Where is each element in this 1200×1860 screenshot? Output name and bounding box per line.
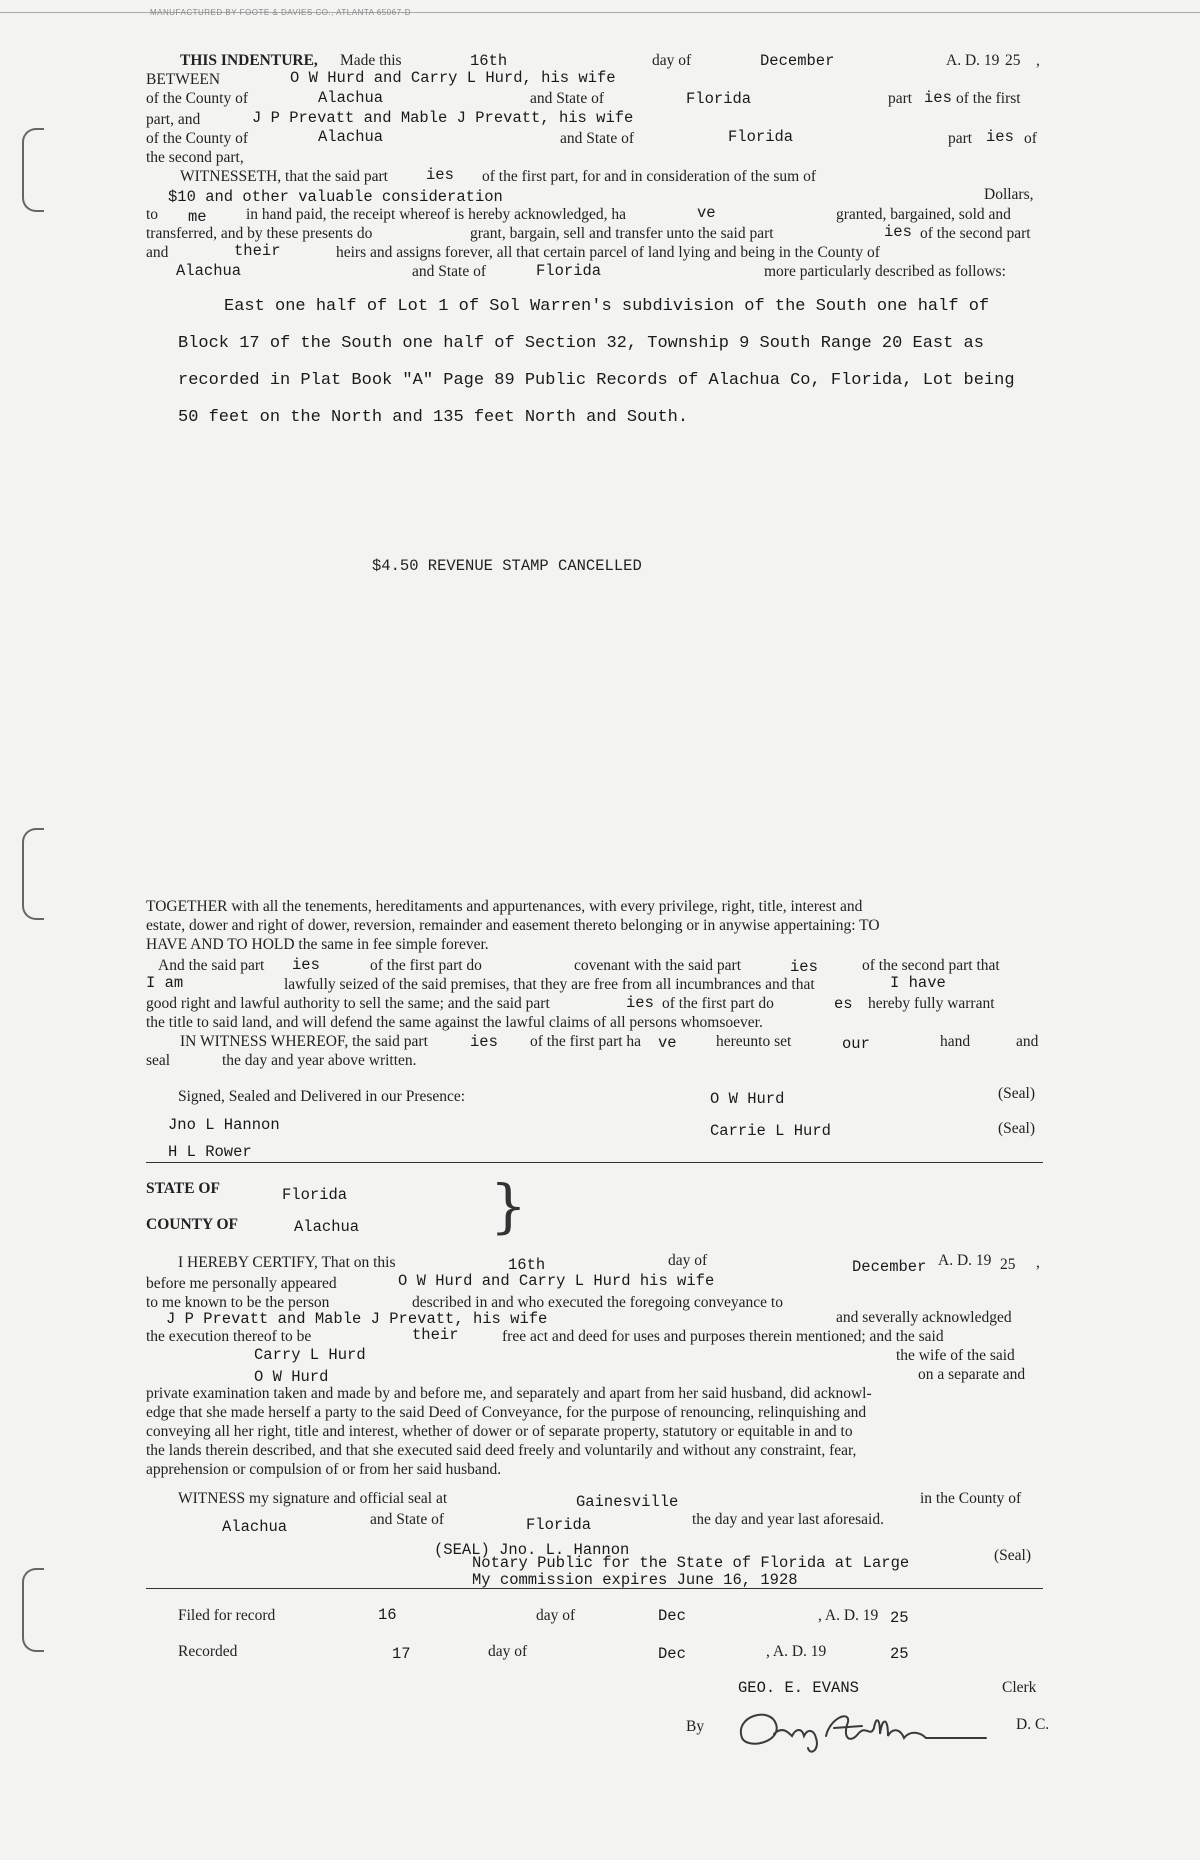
deed-text: the second part, (146, 149, 244, 166)
covenant-text: of the first part do (662, 995, 774, 1012)
grantor-names: O W Hurd and Carry L Hurd, his wife (290, 69, 616, 87)
ack-text: edge that she made herself a party to the said Deed of Conveyance, for the purpose of renouncing, relinquishing and (146, 1404, 867, 1421)
ack-text: and severally acknowledged (836, 1309, 1012, 1326)
ack-text: described in and who executed the foregoing conveyance to (412, 1294, 783, 1311)
together-text: estate, dower and right of dower, reversion, remainder and easement thereto belonging or in anywise appertaining: TO (146, 917, 880, 934)
section-divider (146, 1162, 1043, 1163)
covenant-text: covenant with the said part (574, 957, 742, 974)
indenture-heading: THIS INDENTURE, (180, 52, 318, 69)
county-label: COUNTY OF (146, 1216, 238, 1233)
witness-fill: our (842, 1035, 870, 1053)
deed-text: of the first (956, 90, 1021, 107)
notary-commission: My commission expires June 16, 1928 (472, 1571, 798, 1589)
deed-fill: ve (697, 204, 716, 222)
covenant-text: lawfully seized of the said premises, that they are free from all incumbrances and that (284, 976, 815, 993)
covenant-fill: ies (292, 956, 320, 974)
filed-dayof: day of (536, 1607, 576, 1624)
recorded-ad: , A. D. 19 (766, 1643, 827, 1660)
covenant-text: of the second part that (862, 957, 1000, 974)
state-label: STATE OF (146, 1180, 220, 1197)
seal-label: (Seal) (998, 1120, 1036, 1137)
notary-city: Gainesville (576, 1493, 679, 1511)
deed-text: of the County of (146, 90, 249, 107)
grantor-state: Florida (686, 90, 752, 108)
binder-clip-mark (22, 828, 44, 920)
deed-text: more particularly described as follows: (764, 263, 1006, 280)
binder-clip-mark (22, 128, 44, 212)
notary-signature: (SEAL) Jno. L. Hannon (434, 1541, 630, 1559)
grantor-signature: Carrie L Hurd (710, 1122, 831, 1140)
notary-seal-label: (Seal) (994, 1547, 1032, 1564)
recorded-dayof: day of (488, 1643, 528, 1660)
legal-description-line: Block 17 of the South one half of Section 32, Township 9 South Range 20 East as (178, 334, 984, 353)
grantor-county: Alachua (318, 89, 384, 107)
consideration-sum: $10 and other valuable consideration (168, 188, 503, 206)
recorded-month: Dec (658, 1645, 686, 1663)
deed-text: of (1024, 130, 1037, 147)
ack-day: 16th (508, 1256, 546, 1274)
grantor-signature: O W Hurd (710, 1090, 785, 1108)
property-state: Florida (536, 262, 602, 280)
clerk-name: GEO. E. EVANS (738, 1679, 859, 1697)
notary-county: Alachua (222, 1518, 288, 1536)
deed-text: BETWEEN (146, 71, 221, 88)
dc-label: D. C. (1016, 1716, 1050, 1733)
filed-day: 16 (378, 1606, 397, 1624)
ack-grantees: J P Prevatt and Mable J Prevatt, his wife (166, 1310, 548, 1328)
legal-description-line: recorded in Plat Book "A" Page 89 Public Records of Alachua Co, Florida, Lot being (178, 371, 1015, 390)
deed-text: granted, bargained, sold and (836, 206, 1011, 223)
deed-text: heirs and assigns forever, all that certain parcel of land lying and being in the County of (336, 244, 880, 261)
covenant-fill: I am (146, 974, 184, 992)
witness-text: IN WITNESS WHEREOF, the said part (180, 1033, 428, 1050)
witness-text: hand (940, 1033, 971, 1050)
deed-text: and State of (412, 263, 487, 280)
deed-text: part (888, 90, 913, 107)
by-label: By (686, 1718, 705, 1735)
covenant-text: of the first part do (370, 957, 482, 974)
property-county: Alachua (176, 262, 242, 280)
deed-text: and State of (560, 130, 635, 147)
ack-text: apprehension or compulsion of or from her said husband. (146, 1461, 502, 1478)
notary-witness-text: the day and year last aforesaid. (692, 1511, 884, 1528)
deed-text: in hand paid, the receipt whereof is hereby acknowledged, ha (246, 206, 627, 223)
deed-text: Made this (340, 52, 402, 69)
filed-year: 25 (890, 1609, 909, 1627)
together-text: HAVE AND TO HOLD the same in fee simple forever. (146, 936, 489, 953)
witness-fill: ve (658, 1034, 677, 1052)
filed-label: Filed for record (178, 1607, 276, 1624)
ack-husband: O W Hurd (254, 1368, 329, 1386)
ack-year: 25 (1000, 1256, 1016, 1273)
witness-signature: H L Rower (168, 1143, 252, 1161)
deed-text: of the second part (920, 225, 1031, 242)
filed-ad: , A. D. 19 (818, 1607, 879, 1624)
deed-text: part (948, 130, 973, 147)
revenue-stamp-note: $4.50 REVENUE STAMP CANCELLED (372, 557, 642, 575)
presence-label: Signed, Sealed and Delivered in our Presence: (178, 1088, 466, 1105)
covenant-fill: ies (790, 958, 818, 976)
notary-witness-text: and State of (370, 1511, 445, 1528)
witness-text: seal (146, 1052, 171, 1069)
covenant-fill: I have (890, 974, 946, 992)
deed-fill: me (188, 208, 207, 226)
ack-text: , (1036, 1254, 1040, 1271)
notary-witness-text: WITNESS my signature and official seal at (178, 1490, 448, 1507)
deed-text: , (1036, 52, 1040, 69)
deed-text: transferred, and by these presents do (146, 225, 373, 242)
deed-text: of the first part, for and in consideration of the sum of (482, 168, 817, 185)
ack-text: the wife of the said (896, 1347, 1015, 1364)
filed-month: Dec (658, 1607, 686, 1625)
legal-description-line: East one half of Lot 1 of Sol Warren's subdivision of the South one half of (224, 297, 990, 316)
manufacturer-imprint: MANUFACTURED BY FOOTE & DAVIES CO., ATLANTA 65067-D (150, 8, 411, 17)
binder-clip-mark (22, 1568, 44, 1652)
deed-text: WITNESSETH, that the said part (180, 168, 388, 185)
recorded-label: Recorded (178, 1643, 238, 1660)
deed-year: 25 (1005, 52, 1021, 69)
ack-wife: Carry L Hurd (254, 1346, 366, 1364)
deed-fill: ies (426, 166, 454, 184)
recorded-day: 17 (392, 1645, 411, 1663)
grantee-names: J P Prevatt and Mable J Prevatt, his wife (252, 109, 634, 127)
deed-text: to (146, 206, 159, 223)
deed-fill: their (234, 242, 281, 260)
covenant-fill: ies (626, 994, 654, 1012)
section-divider (146, 1588, 1043, 1589)
ack-text: to me known to be the person (146, 1294, 330, 1311)
deed-fill: ies (924, 89, 952, 107)
witness-fill: ies (470, 1033, 498, 1051)
ack-fill: their (412, 1326, 459, 1344)
ack-text: private examination taken and made by and before me, and separately and apart from her said husband, did acknowl- (146, 1385, 872, 1402)
together-text: TOGETHER with all the tenements, hereditaments and appurtenances, with every privilege, right, title, interest and (146, 898, 863, 915)
grantee-county: Alachua (318, 128, 384, 146)
ack-text: free act and deed for uses and purposes therein mentioned; and the said (502, 1328, 944, 1345)
deputy-clerk-signature (730, 1698, 1000, 1758)
deed-text: and State of (530, 90, 605, 107)
ack-text: before me personally appeared (146, 1275, 337, 1292)
ack-state: Florida (282, 1186, 348, 1204)
witness-text: and (1016, 1033, 1039, 1050)
ack-text: I HEREBY CERTIFY, That on this (178, 1254, 396, 1271)
grantee-state: Florida (728, 128, 794, 146)
covenant-text: good right and lawful authority to sell the same; and the said part (146, 995, 550, 1012)
witness-text: hereunto set (716, 1033, 792, 1050)
witness-text: of the first part ha (530, 1033, 642, 1050)
legal-description-line: 50 feet on the North and 135 feet North and South. (178, 408, 689, 427)
deed-day: 16th (470, 52, 508, 70)
covenant-text: the title to said land, and will defend the same against the lawful claims of all persons whomsoever. (146, 1014, 763, 1031)
deed-fill: ies (884, 223, 912, 241)
ack-county: Alachua (294, 1218, 360, 1236)
ack-text: the execution thereof to be (146, 1328, 312, 1345)
ack-text: day of (668, 1252, 708, 1269)
recorded-year: 25 (890, 1645, 909, 1663)
deed-text: grant, bargain, sell and transfer unto the said part (470, 225, 774, 242)
notary-title: Notary Public for the State of Florida at Large (472, 1554, 910, 1572)
clerk-label: Clerk (1002, 1679, 1037, 1696)
witness-signature: Jno L Hannon (168, 1116, 280, 1134)
deed-text: A. D. 19 (946, 52, 1000, 69)
covenant-text: hereby fully warrant (868, 995, 995, 1012)
deed-text: Dollars, (984, 186, 1034, 203)
deed-text: and (146, 244, 169, 261)
notary-state: Florida (526, 1516, 592, 1534)
venue-brace: } (490, 1172, 527, 1240)
deed-text: day of (652, 52, 692, 69)
covenant-fill: es (834, 995, 853, 1013)
covenant-text: And the said part (158, 957, 265, 974)
deed-text: part, and (146, 111, 201, 128)
seal-label: (Seal) (998, 1085, 1036, 1102)
deed-fill: ies (986, 128, 1014, 146)
ack-text: on a separate and (918, 1366, 1026, 1383)
deed-month: December (760, 52, 835, 70)
witness-text: the day and year above written. (222, 1052, 417, 1069)
deed-text: of the County of (146, 130, 249, 147)
ack-grantors: O W Hurd and Carry L Hurd his wife (398, 1272, 715, 1290)
ack-text: the lands therein described, and that she executed said deed freely and voluntarily and without any constraint, fear, (146, 1442, 857, 1459)
ack-text: conveying all her right, title and interest, whether of dower or of separate property, statutory or equitable in and to (146, 1423, 853, 1440)
notary-witness-text: in the County of (920, 1490, 1022, 1507)
ack-month: December (852, 1258, 927, 1276)
ack-text: A. D. 19 (938, 1252, 992, 1269)
